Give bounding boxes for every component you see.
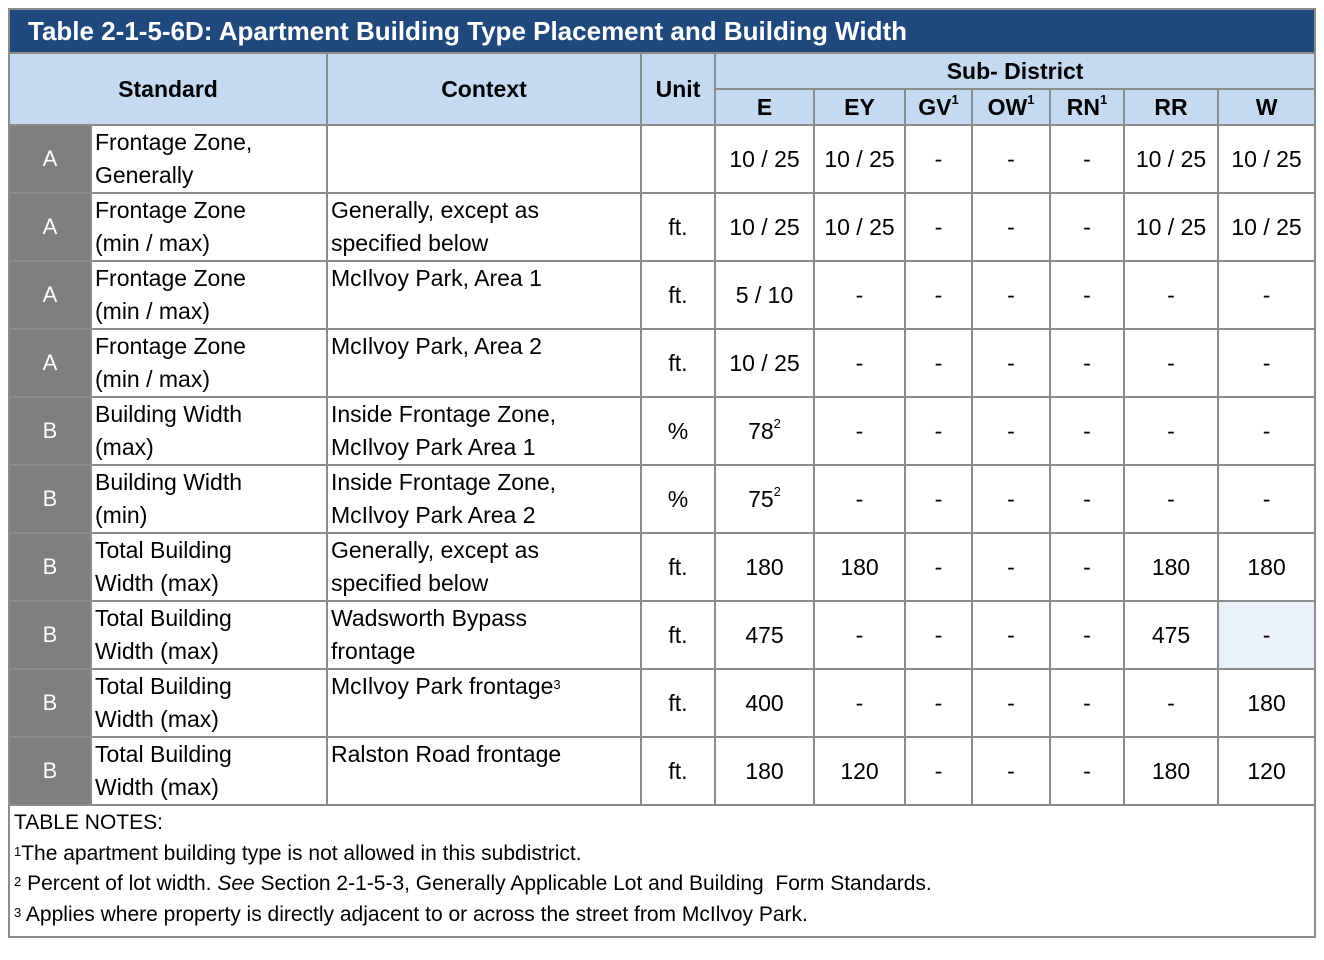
value-cell <box>1218 193 1315 261</box>
header-district-e <box>715 89 814 125</box>
value-cell <box>1218 737 1315 805</box>
district-label: GV <box>918 93 952 120</box>
district-label: E <box>756 93 773 120</box>
value-text: - <box>934 553 943 580</box>
value-text: 180 <box>1151 553 1191 580</box>
context-text: McIlvoy Park frontage <box>331 673 554 699</box>
context-text: Generally, except as specified below <box>331 537 539 596</box>
value-cell <box>1218 329 1315 397</box>
value-text: - <box>1083 689 1091 716</box>
value-cell <box>1050 533 1124 601</box>
value-text: - <box>1262 281 1271 308</box>
value-cell <box>1124 465 1218 533</box>
row-letter: B <box>9 737 91 805</box>
value-text: 10 / 25 <box>1135 145 1207 172</box>
value-text: 75 <box>748 485 774 512</box>
value-text: - <box>934 417 943 444</box>
value-cell <box>715 397 814 465</box>
value-text: - <box>855 281 864 308</box>
value-cell <box>1124 533 1218 601</box>
value-text: - <box>855 485 864 512</box>
value-text: 78 <box>748 417 774 444</box>
unit-cell: ft. <box>641 533 715 601</box>
context-cell <box>327 261 641 329</box>
context-text: Generally, except as specified below <box>331 197 539 256</box>
value-cell <box>972 397 1050 465</box>
header-district-w <box>1218 89 1315 125</box>
value-cell <box>715 125 814 193</box>
note-text: Section 2-1-5-3, Generally Applicable Lot and Building Form Standards. <box>254 872 932 895</box>
value-text: - <box>1167 349 1175 376</box>
value-text: - <box>1007 485 1015 512</box>
value-cell <box>905 397 972 465</box>
value-cell <box>1218 397 1315 465</box>
value-text: 5 / 10 <box>735 281 794 308</box>
value-cell <box>814 193 905 261</box>
unit-cell: % <box>641 465 715 533</box>
row-letter: B <box>9 397 91 465</box>
value-text: - <box>1007 145 1015 172</box>
unit-cell: ft. <box>641 601 715 669</box>
value-text: - <box>1007 621 1015 648</box>
footnote-marker: 1 <box>1027 91 1035 107</box>
district-label: EY <box>844 93 875 120</box>
table-row <box>9 261 1315 329</box>
value-text: - <box>1083 145 1091 172</box>
value-cell <box>715 261 814 329</box>
note-text: The apartment building type is not allowed in this subdistrict. <box>21 841 582 865</box>
value-text: - <box>1083 485 1091 512</box>
header-district-ey <box>814 89 905 125</box>
value-cell <box>1124 737 1218 805</box>
value-cell <box>1050 125 1124 193</box>
standard-cell: Building Width (min) <box>91 465 327 533</box>
context-cell <box>327 669 641 737</box>
header-context: Context <box>327 53 641 125</box>
apartment-building-table <box>8 8 1316 938</box>
value-text: 180 <box>840 553 879 580</box>
value-text: - <box>1262 485 1271 512</box>
context-cell <box>327 601 641 669</box>
value-text: 400 <box>745 689 784 716</box>
unit-cell <box>641 125 715 193</box>
value-text: - <box>1007 213 1015 240</box>
standard-cell: Frontage Zone (min / max) <box>91 329 327 397</box>
value-cell <box>972 601 1050 669</box>
table-title: Table 2-1-5-6D: Apartment Building Type Placement and Building Width <box>9 9 1315 53</box>
value-cell <box>715 601 814 669</box>
table-row <box>9 669 1315 737</box>
value-cell <box>905 737 972 805</box>
value-cell <box>905 533 972 601</box>
value-text: - <box>1007 349 1015 376</box>
value-text: - <box>1167 417 1175 444</box>
row-letter: A <box>9 261 91 329</box>
table-row <box>9 737 1315 805</box>
unit-cell: ft. <box>641 193 715 261</box>
value-cell <box>1050 465 1124 533</box>
unit-cell: ft. <box>641 737 715 805</box>
value-text: - <box>1167 689 1175 716</box>
value-text: - <box>1083 213 1091 240</box>
value-cell <box>1124 669 1218 737</box>
value-cell <box>814 397 905 465</box>
header-unit: Unit <box>641 53 715 125</box>
unit-cell: ft. <box>641 261 715 329</box>
standard-cell: Building Width (max) <box>91 397 327 465</box>
value-text: - <box>1007 757 1015 784</box>
note-line-0 <box>14 808 1310 839</box>
standard-cell: Frontage Zone (min / max) <box>91 193 327 261</box>
context-cell <box>327 397 641 465</box>
table-row <box>9 601 1315 669</box>
footnote-marker: 3 <box>14 904 22 920</box>
value-text: - <box>1262 417 1271 444</box>
context-cell <box>327 329 641 397</box>
value-text: - <box>934 213 943 240</box>
standards-table-container <box>8 8 1314 938</box>
footnote-marker: 1 <box>14 843 22 859</box>
table-row <box>9 329 1315 397</box>
value-cell <box>1218 465 1315 533</box>
value-cell <box>1050 193 1124 261</box>
unit-cell: ft. <box>641 329 715 397</box>
value-cell <box>1218 533 1315 601</box>
value-cell <box>972 329 1050 397</box>
value-cell <box>1050 737 1124 805</box>
table-row <box>9 465 1315 533</box>
value-text: - <box>855 349 864 376</box>
context-text: McIlvoy Park, Area 1 <box>331 265 542 291</box>
value-text: 180 <box>1247 553 1286 580</box>
value-cell <box>1218 261 1315 329</box>
unit-cell: ft. <box>641 669 715 737</box>
header-district-gv <box>905 89 972 125</box>
value-text: - <box>1083 621 1091 648</box>
header-district-ow <box>972 89 1050 125</box>
value-text: 475 <box>1151 621 1191 648</box>
district-label: OW <box>987 93 1028 120</box>
value-text: - <box>855 417 864 444</box>
context-text: Wadsworth Bypass frontage <box>331 605 527 664</box>
note-text: Percent of lot width. <box>21 872 218 895</box>
note-line-1 <box>14 839 1310 870</box>
value-cell <box>814 533 905 601</box>
footnote-marker: 2 <box>773 483 781 499</box>
note-see-emphasis: See <box>217 872 255 895</box>
value-cell <box>1050 261 1124 329</box>
value-text: - <box>934 757 943 784</box>
context-cell <box>327 465 641 533</box>
value-text: 10 / 25 <box>729 349 800 376</box>
value-cell <box>715 533 814 601</box>
standard-cell: Total Building Width (max) <box>91 601 327 669</box>
value-cell <box>972 125 1050 193</box>
row-letter: A <box>9 125 91 193</box>
header-district-rn <box>1050 89 1124 125</box>
footnote-marker: 1 <box>951 91 959 107</box>
header-district-rr <box>1124 89 1218 125</box>
value-text: - <box>1167 485 1175 512</box>
table-row <box>9 397 1315 465</box>
value-cell <box>814 261 905 329</box>
value-cell <box>814 669 905 737</box>
value-cell <box>814 601 905 669</box>
value-cell <box>1050 669 1124 737</box>
value-cell <box>1050 601 1124 669</box>
header-standard: Standard <box>9 53 327 125</box>
value-text: - <box>1007 553 1015 580</box>
row-letter: A <box>9 193 91 261</box>
district-label: W <box>1255 93 1278 120</box>
value-cell <box>715 465 814 533</box>
value-cell <box>814 329 905 397</box>
value-cell <box>1124 125 1218 193</box>
footnote-marker: 1 <box>1100 91 1108 107</box>
table-row <box>9 533 1315 601</box>
value-text: 10 / 25 <box>1135 213 1207 240</box>
value-text: 10 / 25 <box>729 145 800 172</box>
value-text: - <box>1167 281 1175 308</box>
standard-cell: Total Building Width (max) <box>91 669 327 737</box>
value-text: 10 / 25 <box>1231 145 1302 172</box>
note-text: Applies where property is directly adjacent to or across the street from McIlvoy Park. <box>21 902 808 926</box>
value-cell <box>1218 669 1315 737</box>
context-cell <box>327 533 641 601</box>
value-cell <box>1124 261 1218 329</box>
value-cell <box>1050 397 1124 465</box>
value-text: - <box>1007 417 1015 444</box>
context-cell <box>327 737 641 805</box>
value-text: 10 / 25 <box>1231 213 1302 240</box>
context-text: McIlvoy Park, Area 2 <box>331 333 542 359</box>
unit-cell: % <box>641 397 715 465</box>
context-text: Ralston Road frontage <box>331 741 562 767</box>
value-cell <box>715 669 814 737</box>
value-cell <box>715 193 814 261</box>
value-cell <box>905 601 972 669</box>
value-cell <box>1050 329 1124 397</box>
value-text: - <box>934 145 943 172</box>
row-letter: B <box>9 669 91 737</box>
standard-cell: Total Building Width (max) <box>91 533 327 601</box>
value-text: - <box>1007 281 1015 308</box>
value-cell <box>1124 193 1218 261</box>
value-text: 10 / 25 <box>824 213 895 240</box>
value-cell <box>905 669 972 737</box>
table-row <box>9 125 1315 193</box>
value-cell <box>972 669 1050 737</box>
value-text: 475 <box>745 621 784 648</box>
value-text: 120 <box>1247 757 1286 784</box>
note-line-3 <box>14 900 1310 931</box>
value-text: - <box>934 485 943 512</box>
context-text: Inside Frontage Zone, McIlvoy Park Area 2 <box>331 469 557 528</box>
notes-heading: TABLE NOTES: <box>14 811 163 834</box>
value-text: - <box>934 281 943 308</box>
value-cell <box>715 737 814 805</box>
value-cell <box>905 261 972 329</box>
value-cell <box>905 329 972 397</box>
value-cell <box>905 193 972 261</box>
value-cell <box>1218 125 1315 193</box>
value-cell <box>715 329 814 397</box>
value-text: - <box>1262 349 1271 376</box>
value-text: - <box>934 621 943 648</box>
row-letter: B <box>9 601 91 669</box>
context-cell <box>327 125 641 193</box>
value-cell <box>972 737 1050 805</box>
value-cell <box>972 193 1050 261</box>
value-text: 180 <box>1247 689 1286 716</box>
value-cell <box>905 465 972 533</box>
table-row <box>9 193 1315 261</box>
value-cell <box>1124 329 1218 397</box>
value-cell <box>814 737 905 805</box>
row-letter: B <box>9 533 91 601</box>
value-cell <box>1218 601 1315 669</box>
context-text: Inside Frontage Zone, McIlvoy Park Area 1 <box>331 401 557 460</box>
value-text: 10 / 25 <box>824 145 895 172</box>
row-letter: B <box>9 465 91 533</box>
context-cell <box>327 193 641 261</box>
value-text: - <box>1083 757 1091 784</box>
value-text: 180 <box>745 757 784 784</box>
value-text: - <box>855 621 864 648</box>
row-letter: A <box>9 329 91 397</box>
value-text: 180 <box>1151 757 1191 784</box>
standard-cell: Frontage Zone (min / max) <box>91 261 327 329</box>
value-text: - <box>1083 281 1091 308</box>
value-text: - <box>934 689 943 716</box>
value-text: - <box>1083 417 1091 444</box>
value-text: - <box>1083 553 1091 580</box>
value-cell <box>905 125 972 193</box>
district-label: RR <box>1154 93 1188 120</box>
standard-cell: Frontage Zone, Generally <box>91 125 327 193</box>
standard-cell: Total Building Width (max) <box>91 737 327 805</box>
value-text: - <box>934 349 943 376</box>
value-text: 10 / 25 <box>729 213 800 240</box>
district-label: RN <box>1066 93 1100 120</box>
value-cell <box>1124 601 1218 669</box>
value-cell <box>972 261 1050 329</box>
value-cell <box>814 465 905 533</box>
footnote-marker: 2 <box>14 874 22 889</box>
notes-row <box>9 805 1315 937</box>
value-text: - <box>1262 621 1271 648</box>
value-text: 120 <box>840 757 879 784</box>
value-text: - <box>855 689 864 716</box>
footnote-marker: 3 <box>553 677 561 692</box>
footnote-marker: 2 <box>773 415 781 431</box>
value-cell <box>1124 397 1218 465</box>
value-text: 180 <box>745 553 784 580</box>
value-cell <box>972 533 1050 601</box>
note-line-2 <box>14 869 1310 900</box>
value-cell <box>814 125 905 193</box>
header-subdistrict: Sub- District <box>715 53 1315 89</box>
value-text: - <box>1007 689 1015 716</box>
value-cell <box>972 465 1050 533</box>
table-notes <box>9 805 1315 937</box>
value-text: - <box>1083 349 1091 376</box>
